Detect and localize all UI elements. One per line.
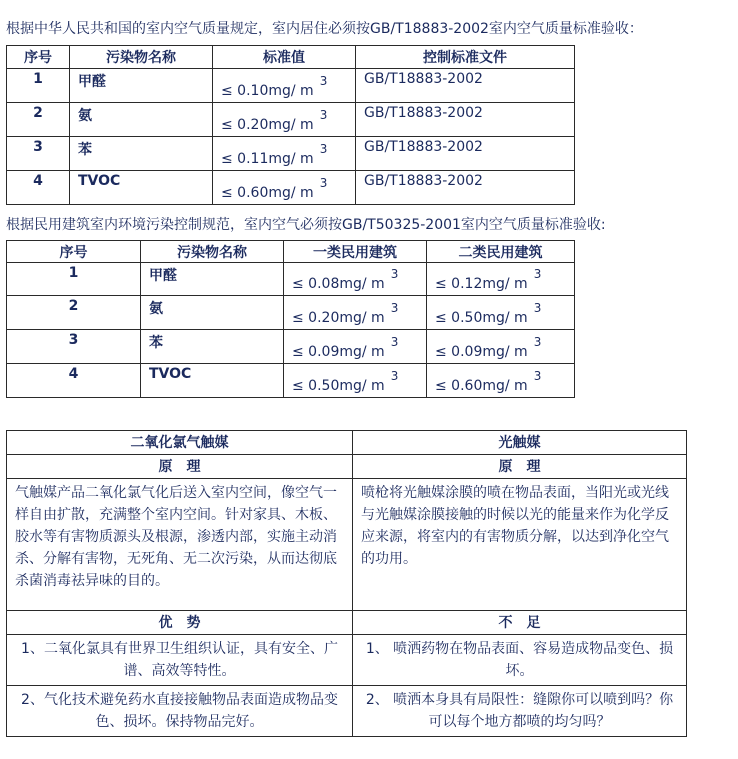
pros-item: 1、二氧化氯具有世界卫生组织认证，具有安全、广谱、高效等特性。 [7,635,353,686]
standard-value-cell [213,69,356,103]
principle-label-right: 原 理 [353,455,687,479]
principle-row [7,479,687,611]
table-row [7,364,575,398]
class-2-value: ≤ 0.60mg/ m [435,378,528,394]
pollutant-name: 氨 [70,103,213,137]
standard-value-cell [213,171,356,205]
table-row [7,103,575,137]
header-control-document: 控制标准文件 [356,46,575,69]
pros-cons-label-row [7,611,687,635]
class-1-value: ≤ 0.09mg/ m [292,344,385,360]
header-no: 序号 [7,46,70,69]
pollutant-name: 甲醛 [141,263,284,296]
control-document: GB/T18883-2002 [356,69,575,103]
control-document: GB/T18883-2002 [356,171,575,205]
pros-item: 2、气化技术避免药水直接接触物品表面造成物品变色、损坏。保持物品完好。 [7,686,353,737]
comparison-title-row [7,431,687,455]
cons-item: 1、 喷洒药物在物品表面、容易造成物品变色、损坏。 [353,635,687,686]
row-no: 2 [7,296,141,330]
unit-exponent: 3 [319,142,328,156]
class-1-value: ≤ 0.08mg/ m [292,276,385,292]
table-row [7,171,575,205]
cons-item: 2、 喷洒本身具有局限性：缝隙你可以喷到吗？你可以每个地方都喷的均匀吗？ [353,686,687,737]
table-header-row [7,241,575,263]
pollutant-name: 苯 [70,137,213,171]
unit-exponent: 3 [319,176,328,190]
class-2-value-cell [427,263,575,296]
class-2-value-cell [427,364,575,398]
unit-exponent: 3 [533,369,542,383]
unit-exponent: 3 [319,108,328,122]
class-1-value: ≤ 0.20mg/ m [292,310,385,326]
class-1-value-cell [284,296,427,330]
pollutant-name: 苯 [141,330,284,364]
principle-label-row [7,455,687,479]
class-2-value-cell [427,296,575,330]
standard-value: ≤ 0.11mg/ m [221,151,314,167]
row-no: 3 [7,137,70,171]
unit-exponent: 3 [533,267,542,281]
control-document: GB/T18883-2002 [356,103,575,137]
row-no: 3 [7,330,141,364]
unit-exponent: 3 [390,301,399,315]
header-standard-value: 标准值 [213,46,356,69]
comparison-table [6,430,687,737]
header-class-2: 二类民用建筑 [427,241,575,263]
standard-value: ≤ 0.20mg/ m [221,117,314,133]
header-pollutant: 污染物名称 [70,46,213,69]
intro-text-1: 根据中华人民共和国的室内空气质量规定，室内居住必须按GB/T18883-2002室内空气质量标准验收： [6,21,643,37]
standard-value-cell [213,137,356,171]
header-class-1: 一类民用建筑 [284,241,427,263]
standard-value: ≤ 0.60mg/ m [221,185,314,201]
unit-exponent: 3 [390,369,399,383]
table-row [7,69,575,103]
unit-exponent: 3 [390,267,399,281]
unit-exponent: 3 [390,335,399,349]
class-2-value-cell [427,330,575,364]
pollutant-name: 氨 [141,296,284,330]
row-no: 4 [7,364,141,398]
col-title-chlorine-dioxide: 二氧化氯气触媒 [7,431,353,455]
class-2-value: ≤ 0.12mg/ m [435,276,528,292]
class-1-value-cell [284,263,427,296]
pollutant-name: TVOC [141,364,284,398]
unit-exponent: 3 [533,335,542,349]
class-2-value: ≤ 0.09mg/ m [435,344,528,360]
standards-table-1 [6,45,575,205]
row-no: 4 [7,171,70,205]
class-1-value-cell [284,364,427,398]
standard-value-cell [213,103,356,137]
principle-text-left: 气触媒产品二氧化氯气化后送入室内空间，像空气一样自由扩散，充满整个室内空间。针对家具、木板、胶水等有害物质源头及根源，渗透内部，实施主动消杀、分解有害物，无死角、无二次污染，从而达彻底杀菌消毒祛异味的目的。 [7,479,353,611]
row-no: 1 [7,69,70,103]
row-no: 2 [7,103,70,137]
pros-cons-row [7,686,687,737]
pros-label: 优 势 [7,611,353,635]
intro-text-2: 根据民用建筑室内环境污染控制规范，室内空气必须按GB/T50325-2001室内空气质量标准验收: [6,217,606,233]
class-2-value: ≤ 0.50mg/ m [435,310,528,326]
principle-text-right: 喷枪将光触媒涂膜的喷在物品表面，当阳光或光线与光触媒涂膜接触的时候以光的能量来作为化学反应来源，将室内的有害物质分解，以达到净化空气的功用。 [353,479,687,611]
header-pollutant: 污染物名称 [141,241,284,263]
header-no: 序号 [7,241,141,263]
class-1-value-cell [284,330,427,364]
table-row [7,330,575,364]
standards-table-2 [6,240,575,398]
pros-cons-row [7,635,687,686]
table-row [7,296,575,330]
table-row [7,263,575,296]
control-document: GB/T18883-2002 [356,137,575,171]
table-row [7,137,575,171]
col-title-photocatalyst: 光触媒 [353,431,687,455]
table-header-row [7,46,575,69]
cons-label: 不 足 [353,611,687,635]
pollutant-name: 甲醛 [70,69,213,103]
class-1-value: ≤ 0.50mg/ m [292,378,385,394]
unit-exponent: 3 [533,301,542,315]
principle-label-left: 原 理 [7,455,353,479]
unit-exponent: 3 [319,74,328,88]
standard-value: ≤ 0.10mg/ m [221,83,314,99]
row-no: 1 [7,263,141,296]
pollutant-name: TVOC [70,171,213,205]
